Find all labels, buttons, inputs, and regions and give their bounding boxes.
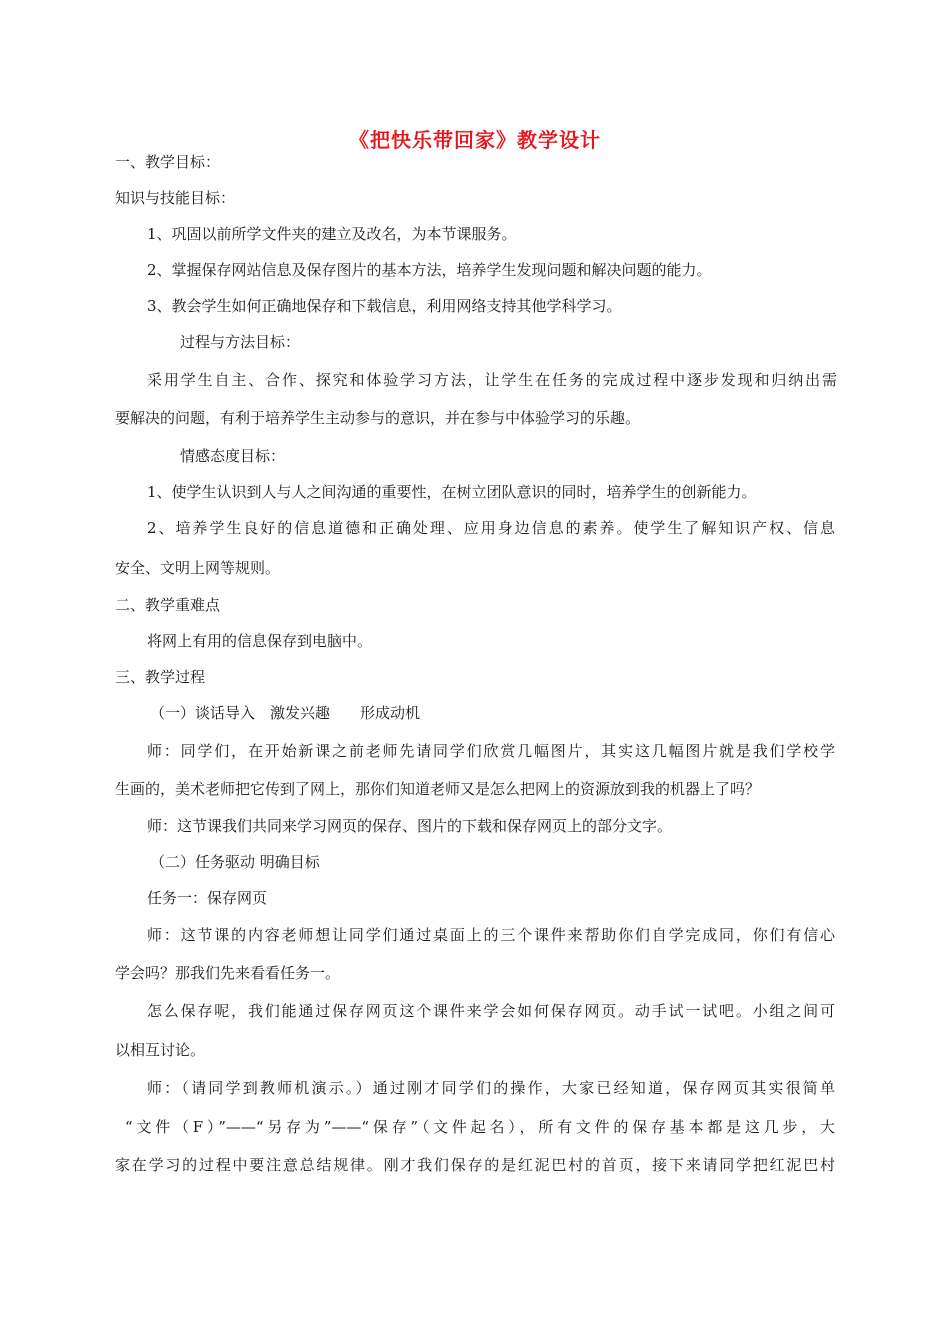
section-heading-process: 三、教学过程 <box>115 668 206 686</box>
subheading-task-one: 任务一：保存网页 <box>147 889 268 907</box>
paragraph: 生画的，美术老师把它传到了网上，那你们知道老师又是怎么把网上的资源放到我的机器上了吗？ <box>115 780 761 798</box>
paragraph: 师：同学们，在开始新课之前老师先请同学们欣赏几幅图片，其实这几幅图片就是我们学校学 <box>147 742 835 760</box>
paragraph: 师：这节课我们共同来学习网页的保存、图片的下载和保存网页上的部分文字。 <box>147 817 673 835</box>
paragraph: 将网上有用的信息保存到电脑中。 <box>147 632 373 650</box>
document-title: 《把快乐带回家》教学设计 <box>349 128 601 152</box>
paragraph: 以相互讨论。 <box>115 1041 206 1059</box>
subheading-process-method: 过程与方法目标： <box>180 333 301 351</box>
paragraph: 2、掌握保存网站信息及保存图片的基本方法，培养学生发现问题和解决问题的能力。 <box>147 261 712 279</box>
paragraph: 要解决的问题，有利于培养学生主动参与的意识，并在参与中体验学习的乐趣。 <box>115 409 641 427</box>
subheading-task-driven: （二）任务驱动 明确目标 <box>150 853 320 871</box>
paragraph: 家在学习的过程中要注意总结规律。刚才我们保存的是红泥巴村的首页，接下来请同学把红泥巴村 <box>115 1156 835 1174</box>
paragraph: 学会吗？那我们先来看看任务一。 <box>115 964 341 982</box>
paragraph: “文件（F）”——“另存为”——“保存”（文件起名），所有文件的保存基本都是这几步，大 <box>125 1118 835 1136</box>
subheading-emotion-attitude: 情感态度目标： <box>180 447 286 465</box>
section-heading-key-points: 二、教学重难点 <box>115 596 221 614</box>
paragraph: 3、教会学生如何正确地保存和下载信息，利用网络支持其他学科学习。 <box>147 297 622 315</box>
paragraph: 师：这节课的内容老师想让同学们通过桌面上的三个课件来帮助你们自学完成同，你们有信心 <box>147 926 835 944</box>
paragraph: 1、使学生认识到人与人之间沟通的重要性，在树立团队意识的同时，培养学生的创新能力。 <box>147 483 757 501</box>
paragraph: 采用学生自主、合作、探究和体验学习方法，让学生在任务的完成过程中逐步发现和归纳出需 <box>147 371 837 389</box>
subheading-knowledge-skills: 知识与技能目标： <box>115 189 236 207</box>
section-heading-objectives: 一、教学目标： <box>115 153 221 171</box>
paragraph: 怎么保存呢，我们能通过保存网页这个课件来学会如何保存网页。动手试一试吧。小组之间可 <box>147 1002 835 1020</box>
paragraph: 1、巩固以前所学文件夹的建立及改名，为本节课服务。 <box>147 225 517 243</box>
subheading-intro: （一）谈话导入 激发兴趣 形成动机 <box>150 704 421 722</box>
paragraph: 2、培养学生良好的信息道德和正确处理、应用身边信息的素养。使学生了解知识产权、信息 <box>147 519 835 537</box>
paragraph: 安全、文明上网等规则。 <box>115 559 281 577</box>
paragraph: 师：（请同学到教师机演示。）通过刚才同学们的操作，大家已经知道，保存网页其实很简单 <box>147 1079 835 1097</box>
